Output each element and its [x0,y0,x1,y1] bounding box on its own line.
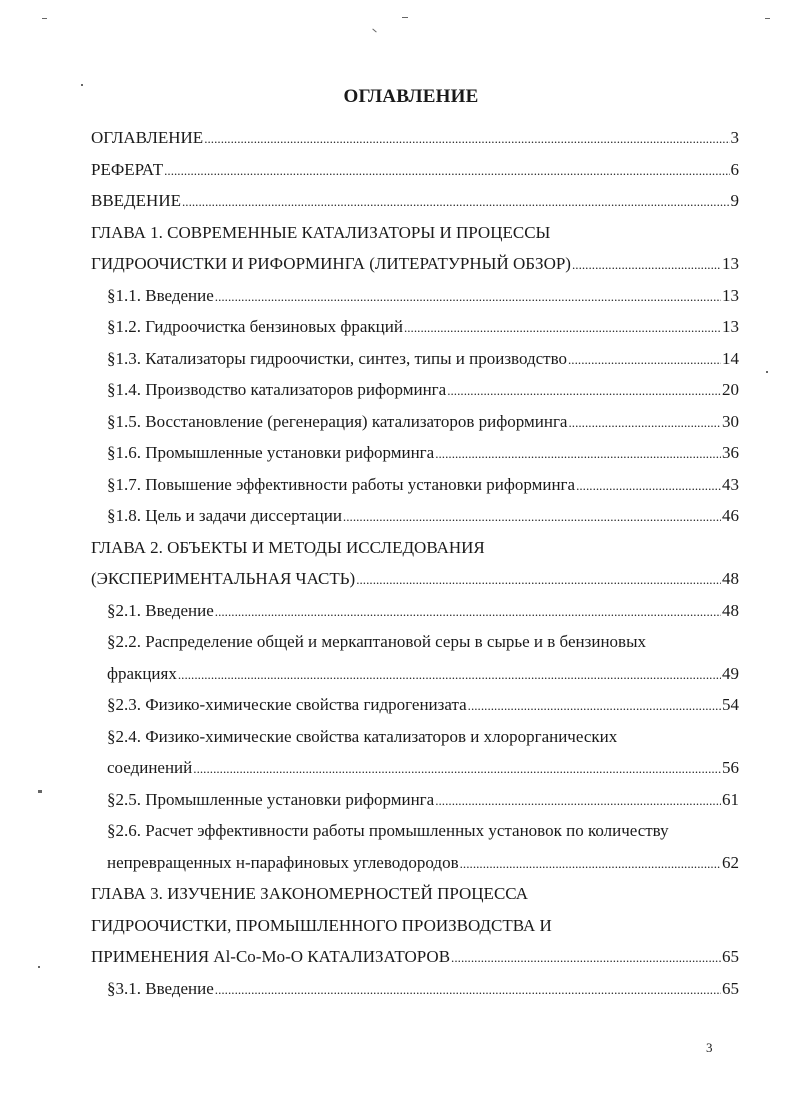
toc-entry-chapter-1-line-2: ГИДРООЧИСТКИ И РИФОРМИНГА (ЛИТЕРАТУРНЫЙ ОБЗОР) . . . 13 [91,248,739,280]
scan-speck [765,18,770,19]
toc-entry-section-1-3: §1.3. Катализаторы гидроочистки, синтез, типы и производство . . . 14 [91,343,739,375]
toc-entry-section-1-5: §1.5. Восстановление (регенерация) катализаторов риформинга . . . 30 [91,406,739,438]
toc-entry-contents: ОГЛАВЛЕНИЕ . . . 3 [91,122,739,154]
toc-entry-introduction: ВВЕДЕНИЕ . . . 9 [91,185,739,217]
page-number: 3 [706,1040,713,1055]
toc-entry-section-2-2-line-1: §2.2. Распределение общей и меркаптановой серы в сырье и в бензиновых [107,632,646,651]
toc-entry-section-2-5: §2.5. Промышленные установки риформинга . . . 61 [91,784,739,816]
scan-speck [38,790,42,793]
toc-entry-section-2-2-line-2: фракциях . . . 49 [91,658,739,690]
toc-entry-section-3-1: §3.1. Введение . . . 65 [91,973,739,1005]
toc-entry-chapter-1-line-1: ГЛАВА 1. СОВРЕМЕННЫЕ КАТАЛИЗАТОРЫ И ПРОЦЕССЫ [91,222,551,242]
toc-entry-section-1-4: §1.4. Производство катализаторов риформинга . . . 20 [91,374,739,406]
scan-speck [766,371,768,373]
toc-entry-chapter-2-line-2: (ЭКСПЕРИМЕНТАЛЬНАЯ ЧАСТЬ) . . . 48 [91,563,739,595]
toc-entry-section-1-2: §1.2. Гидроочистка бензиновых фракций . . . 13 [91,311,739,343]
toc-entry-chapter-3-title: ПРИМЕНЕНИЯ Al-Co-Mo-O КАТАЛИЗАТОРОВ [91,947,451,966]
page-title: ОГЛАВЛЕНИЕ [343,86,479,107]
toc-entry-chapter-2-line-1: ГЛАВА 2. ОБЪЕКТЫ И МЕТОДЫ ИССЛЕДОВАНИЯ [91,537,485,557]
toc-entry-section-2-4-line-1: §2.4. Физико-химические свойства катализаторов и хлорорганических [107,726,618,746]
toc-entry-chapter-3-line-1: ГЛАВА 3. ИЗУЧЕНИЕ ЗАКОНОМЕРНОСТЕЙ ПРОЦЕССА [91,884,529,903]
table-of-contents [91,122,739,1004]
toc-entry-section-2-4-line-2: соединений . . . 56 [91,752,739,784]
toc-entry-section-1-7: §1.7. Повышение эффективности работы установки риформинга . . . 43 [91,469,739,501]
scan-speck [38,966,40,968]
toc-entry-section-2-6-line-1: §2.6. Расчет эффективности работы промышленных установок по количеству [107,821,669,840]
toc-entry-abstract: РЕФЕРАТ . . . 6 [91,154,739,186]
scan-speck [372,29,376,33]
toc-entry-section-2-1: §2.1. Введение . . . 48 [91,595,739,627]
toc-entry-section-1-6: §1.6. Промышленные установки риформинга . . . 36 [91,437,739,469]
toc-entry-section-2-3: §2.3. Физико-химические свойства гидрогенизата . . . 54 [91,689,739,721]
scan-speck [402,17,408,18]
toc-entry-section-2-6-line-2: непревращенных н-парафиновых углеводородов . . . 62 [91,847,739,879]
toc-entry-section-1-8: §1.8. Цель и задачи диссертации . . . 46 [91,500,739,532]
toc-entry-section-1-1: §1.1. Введение . . . 13 [91,280,739,312]
toc-entry-chapter-3-line-2: ГИДРООЧИСТКИ, ПРОМЫШЛЕННОГО ПРОИЗВОДСТВА И [91,915,552,935]
scan-speck [42,18,47,19]
toc-entry-chapter-3-line-3: ПРИМЕНЕНИЯ Al-Co-Mo-O КАТАЛИЗАТОРОВ . . . 65 [91,941,739,973]
